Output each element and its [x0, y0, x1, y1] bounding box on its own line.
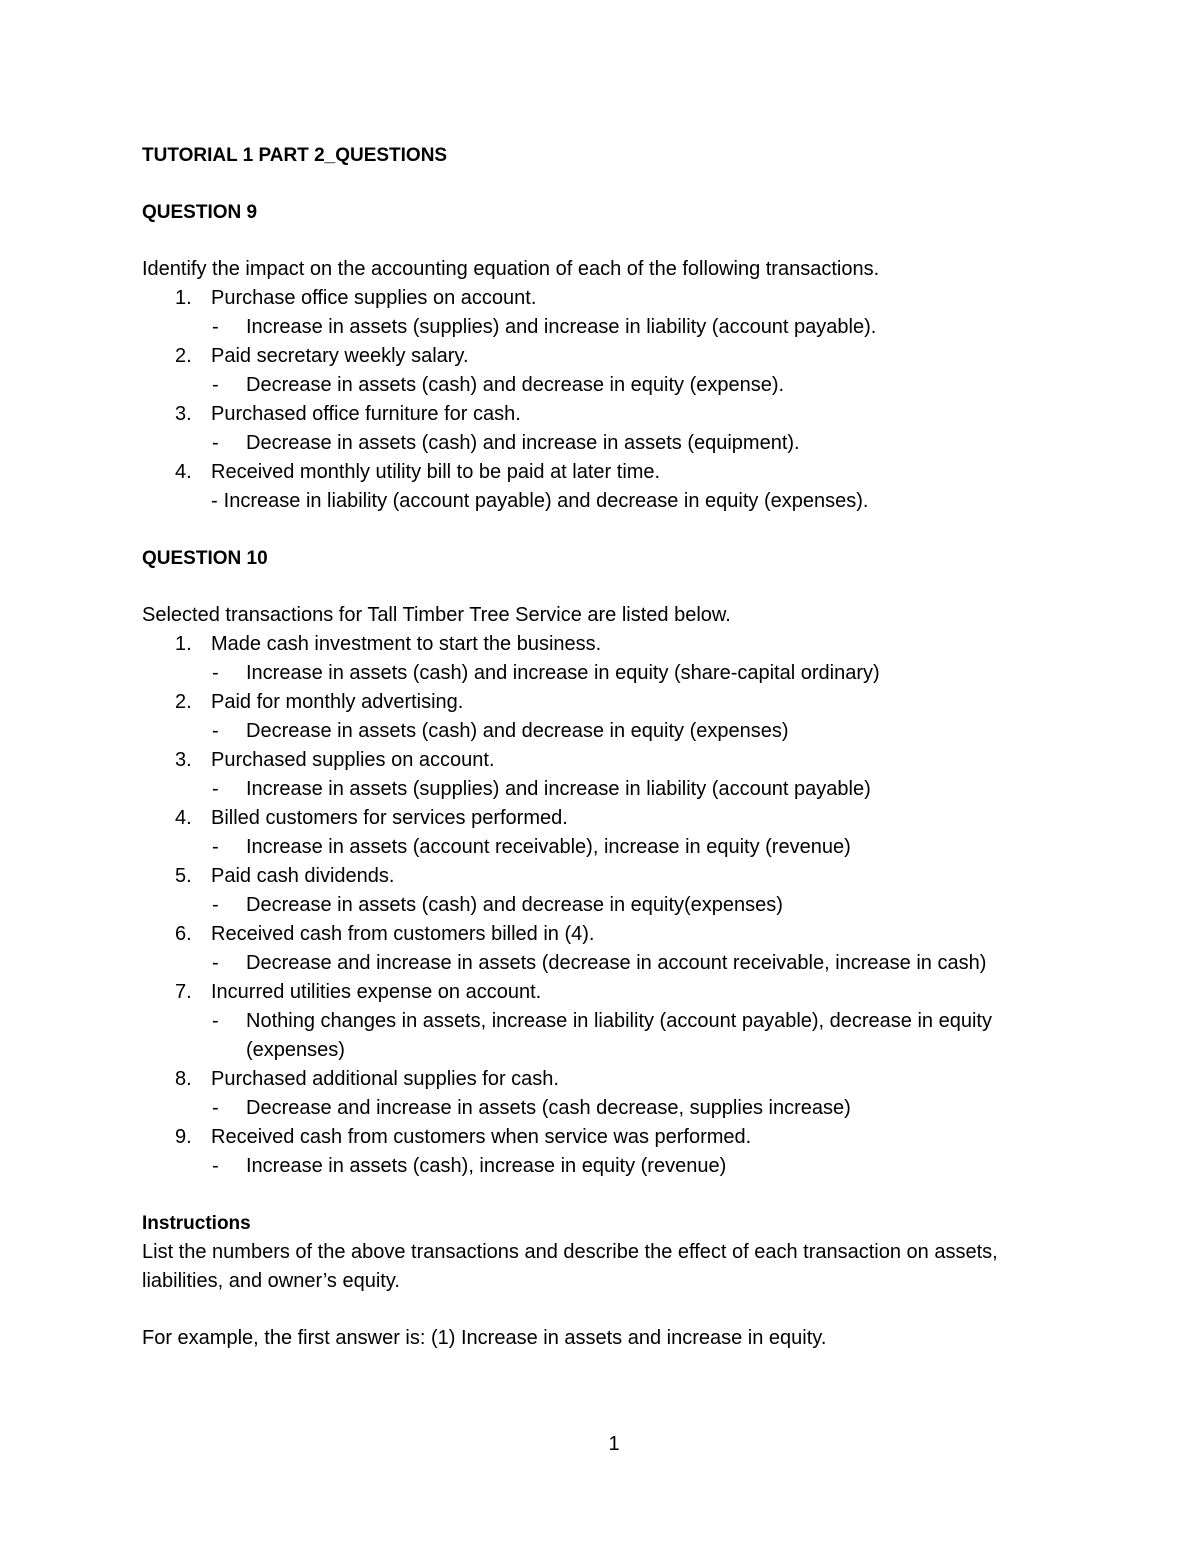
- question-10-heading: QUESTION 10: [142, 548, 268, 569]
- answer-text: Increase in assets (cash), increase in equity (revenue): [246, 1155, 727, 1177]
- answer-dash: -: [212, 836, 219, 858]
- item-text: Received monthly utility bill to be paid at later time.: [211, 461, 661, 483]
- list-item: [142, 978, 1062, 1065]
- list-item: [142, 862, 1062, 920]
- item-text: Purchased additional supplies for cash.: [211, 1068, 559, 1090]
- list-item: [142, 630, 1062, 688]
- item-answer: [211, 371, 1062, 400]
- item-number: 3.: [175, 749, 192, 771]
- list-item: [142, 746, 1062, 804]
- item-answer: [211, 949, 1062, 978]
- item-answer: [211, 659, 1062, 688]
- item-number: 3.: [175, 403, 192, 425]
- answer-dash: -: [212, 316, 219, 338]
- question-10-intro: Selected transactions for Tall Timber Tree Service are listed below.: [142, 604, 731, 626]
- answer-dash: -: [212, 720, 219, 742]
- item-number: 9.: [175, 1126, 192, 1148]
- item-answer: [211, 775, 1062, 804]
- answer-text: Increase in assets (account receivable), increase in equity (revenue): [246, 836, 851, 858]
- question-9-section: [142, 198, 1062, 516]
- item-text: Purchased office furniture for cash.: [211, 403, 521, 425]
- item-text: Purchase office supplies on account.: [211, 287, 537, 309]
- answer-dash: -: [211, 490, 218, 512]
- item-answer: [211, 717, 1062, 746]
- item-number: 4.: [175, 461, 192, 483]
- answer-text: Nothing changes in assets, increase in liability (account payable), decrease in equity (expenses): [246, 1010, 992, 1061]
- item-answer: [211, 1007, 1062, 1065]
- item-number: 7.: [175, 981, 192, 1003]
- item-answer: [211, 487, 1062, 516]
- item-answer: [211, 833, 1062, 862]
- answer-text: Decrease and increase in assets (decrease in account receivable, increase in cash): [246, 952, 987, 974]
- question-9-list: [142, 284, 1062, 516]
- item-text: Made cash investment to start the business.: [211, 633, 602, 655]
- item-answer: [211, 429, 1062, 458]
- answer-dash: -: [212, 1010, 219, 1032]
- item-text: Incurred utilities expense on account.: [211, 981, 542, 1003]
- list-item: [142, 688, 1062, 746]
- list-item: [142, 1065, 1062, 1123]
- item-number: 4.: [175, 807, 192, 829]
- answer-text: Decrease in assets (cash) and decrease in equity(expenses): [246, 894, 783, 916]
- item-number: 2.: [175, 345, 192, 367]
- list-item: [142, 400, 1062, 458]
- item-answer: [211, 891, 1062, 920]
- answer-dash: -: [212, 432, 219, 454]
- item-number: 2.: [175, 691, 192, 713]
- list-item: [142, 342, 1062, 400]
- answer-text: Decrease in assets (cash) and decrease in equity (expense).: [246, 374, 785, 396]
- answer-text: Increase in assets (supplies) and increase in liability (account payable).: [246, 316, 877, 338]
- answer-dash: -: [212, 952, 219, 974]
- question-10-section: [142, 544, 1062, 1181]
- list-item: [142, 804, 1062, 862]
- instructions-section: [142, 1209, 1062, 1353]
- item-answer: [211, 1152, 1062, 1181]
- list-item: [142, 458, 1062, 516]
- item-text: Received cash from customers when service was performed.: [211, 1126, 752, 1148]
- instructions-heading: Instructions: [142, 1213, 251, 1234]
- item-number: 8.: [175, 1068, 192, 1090]
- answer-dash: -: [212, 374, 219, 396]
- item-answer: [211, 1094, 1062, 1123]
- page-number: 1: [608, 1433, 620, 1455]
- answer-dash: -: [212, 894, 219, 916]
- answer-text: Increase in liability (account payable) and decrease in equity (expenses).: [223, 490, 869, 512]
- item-number: 5.: [175, 865, 192, 887]
- item-text: Billed customers for services performed.: [211, 807, 568, 829]
- document-title: TUTORIAL 1 PART 2_QUESTIONS: [142, 145, 448, 166]
- item-text: Paid secretary weekly salary.: [211, 345, 469, 367]
- item-answer: [211, 313, 1062, 342]
- answer-text: Increase in assets (supplies) and increase in liability (account payable): [246, 778, 871, 800]
- answer-dash: -: [212, 1155, 219, 1177]
- answer-dash: -: [212, 662, 219, 684]
- answer-dash: -: [212, 778, 219, 800]
- answer-text: Increase in assets (cash) and increase in equity (share-capital ordinary): [246, 662, 880, 684]
- item-number: 1.: [175, 633, 192, 655]
- item-number: 6.: [175, 923, 192, 945]
- answer-text: Decrease and increase in assets (cash decrease, supplies increase): [246, 1097, 851, 1119]
- item-text: Purchased supplies on account.: [211, 749, 495, 771]
- list-item: [142, 920, 1062, 978]
- document-body: [142, 141, 1062, 1353]
- instructions-body: List the numbers of the above transactions and describe the effect of each transaction on assets, liabilities, and owner’s equity.: [142, 1241, 998, 1292]
- list-item: [142, 284, 1062, 342]
- question-9-heading: QUESTION 9: [142, 202, 258, 223]
- item-text: Paid for monthly advertising.: [211, 691, 464, 713]
- item-text: Paid cash dividends.: [211, 865, 395, 887]
- instructions-example: For example, the first answer is: (1) Increase in assets and increase in equity.: [142, 1327, 827, 1349]
- answer-text: Decrease in assets (cash) and decrease in equity (expenses): [246, 720, 789, 742]
- item-number: 1.: [175, 287, 192, 309]
- question-9-intro: Identify the impact on the accounting equation of each of the following transactions.: [142, 258, 880, 280]
- answer-dash: -: [212, 1097, 219, 1119]
- answer-text: Decrease in assets (cash) and increase in assets (equipment).: [246, 432, 800, 454]
- list-item: [142, 1123, 1062, 1181]
- item-text: Received cash from customers billed in (4).: [211, 923, 595, 945]
- question-10-list: [142, 630, 1062, 1181]
